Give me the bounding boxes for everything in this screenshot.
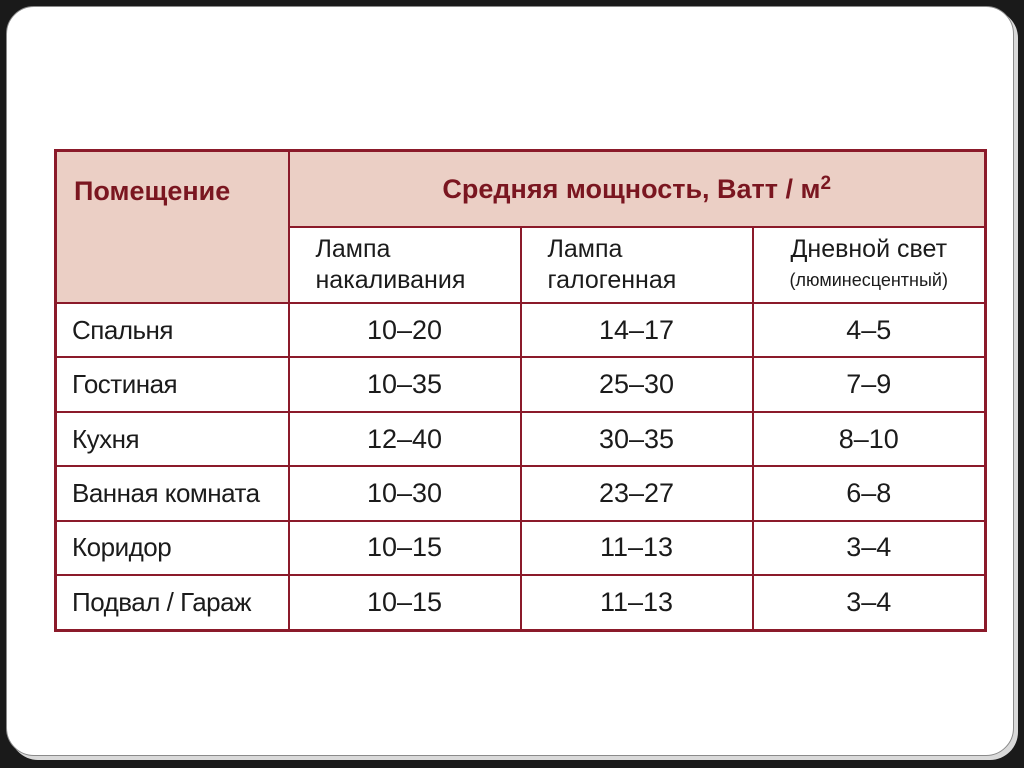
cell-room: Ванная комната [56,466,289,520]
header-power-text: Средняя мощность, Ватт / м [442,174,821,204]
cell-fluorescent: 4–5 [753,303,986,357]
cell-incandescent: 10–30 [289,466,521,520]
cell-halogen: 30–35 [521,412,753,466]
cell-room: Подвал / Гараж [56,575,289,630]
cell-room: Спальня [56,303,289,357]
table-row [56,412,986,466]
table-header-row [56,151,986,228]
table-row [56,575,986,630]
cell-room: Гостиная [56,357,289,411]
subheader-incandescent [289,227,521,303]
cell-fluorescent: 7–9 [753,357,986,411]
header-room: Помещение [56,151,289,304]
cell-fluorescent: 8–10 [753,412,986,466]
cell-fluorescent: 3–4 [753,521,986,575]
table-row [56,357,986,411]
subheader-fluorescent-line2: (люминесцентный) [789,270,948,290]
cell-fluorescent: 6–8 [753,466,986,520]
cell-room: Коридор [56,521,289,575]
cell-incandescent: 10–15 [289,521,521,575]
subheader-halogen-line1: Лампа [547,235,623,263]
subheader-halogen-line2: галогенная [547,266,677,294]
cell-fluorescent: 3–4 [753,575,986,630]
slide [6,6,1014,756]
cell-incandescent: 10–15 [289,575,521,630]
header-power [289,151,986,228]
subheader-incandescent-line1: Лампа [315,235,391,263]
subheader-halogen [521,227,753,303]
cell-halogen: 23–27 [521,466,753,520]
table-row [56,466,986,520]
cell-incandescent: 10–20 [289,303,521,357]
cell-room: Кухня [56,412,289,466]
table-row [56,521,986,575]
cell-halogen: 11–13 [521,575,753,630]
cell-halogen: 25–30 [521,357,753,411]
power-table-wrapper [54,149,984,632]
cell-incandescent: 10–35 [289,357,521,411]
cell-incandescent: 12–40 [289,412,521,466]
subheader-incandescent-line2: накаливания [315,266,466,294]
subheader-fluorescent-line1: Дневной свет [790,235,948,263]
subheader-fluorescent [753,227,986,303]
header-power-sup: 2 [820,173,832,194]
cell-halogen: 14–17 [521,303,753,357]
cell-halogen: 11–13 [521,521,753,575]
power-table [54,149,987,632]
table-row [56,303,986,357]
